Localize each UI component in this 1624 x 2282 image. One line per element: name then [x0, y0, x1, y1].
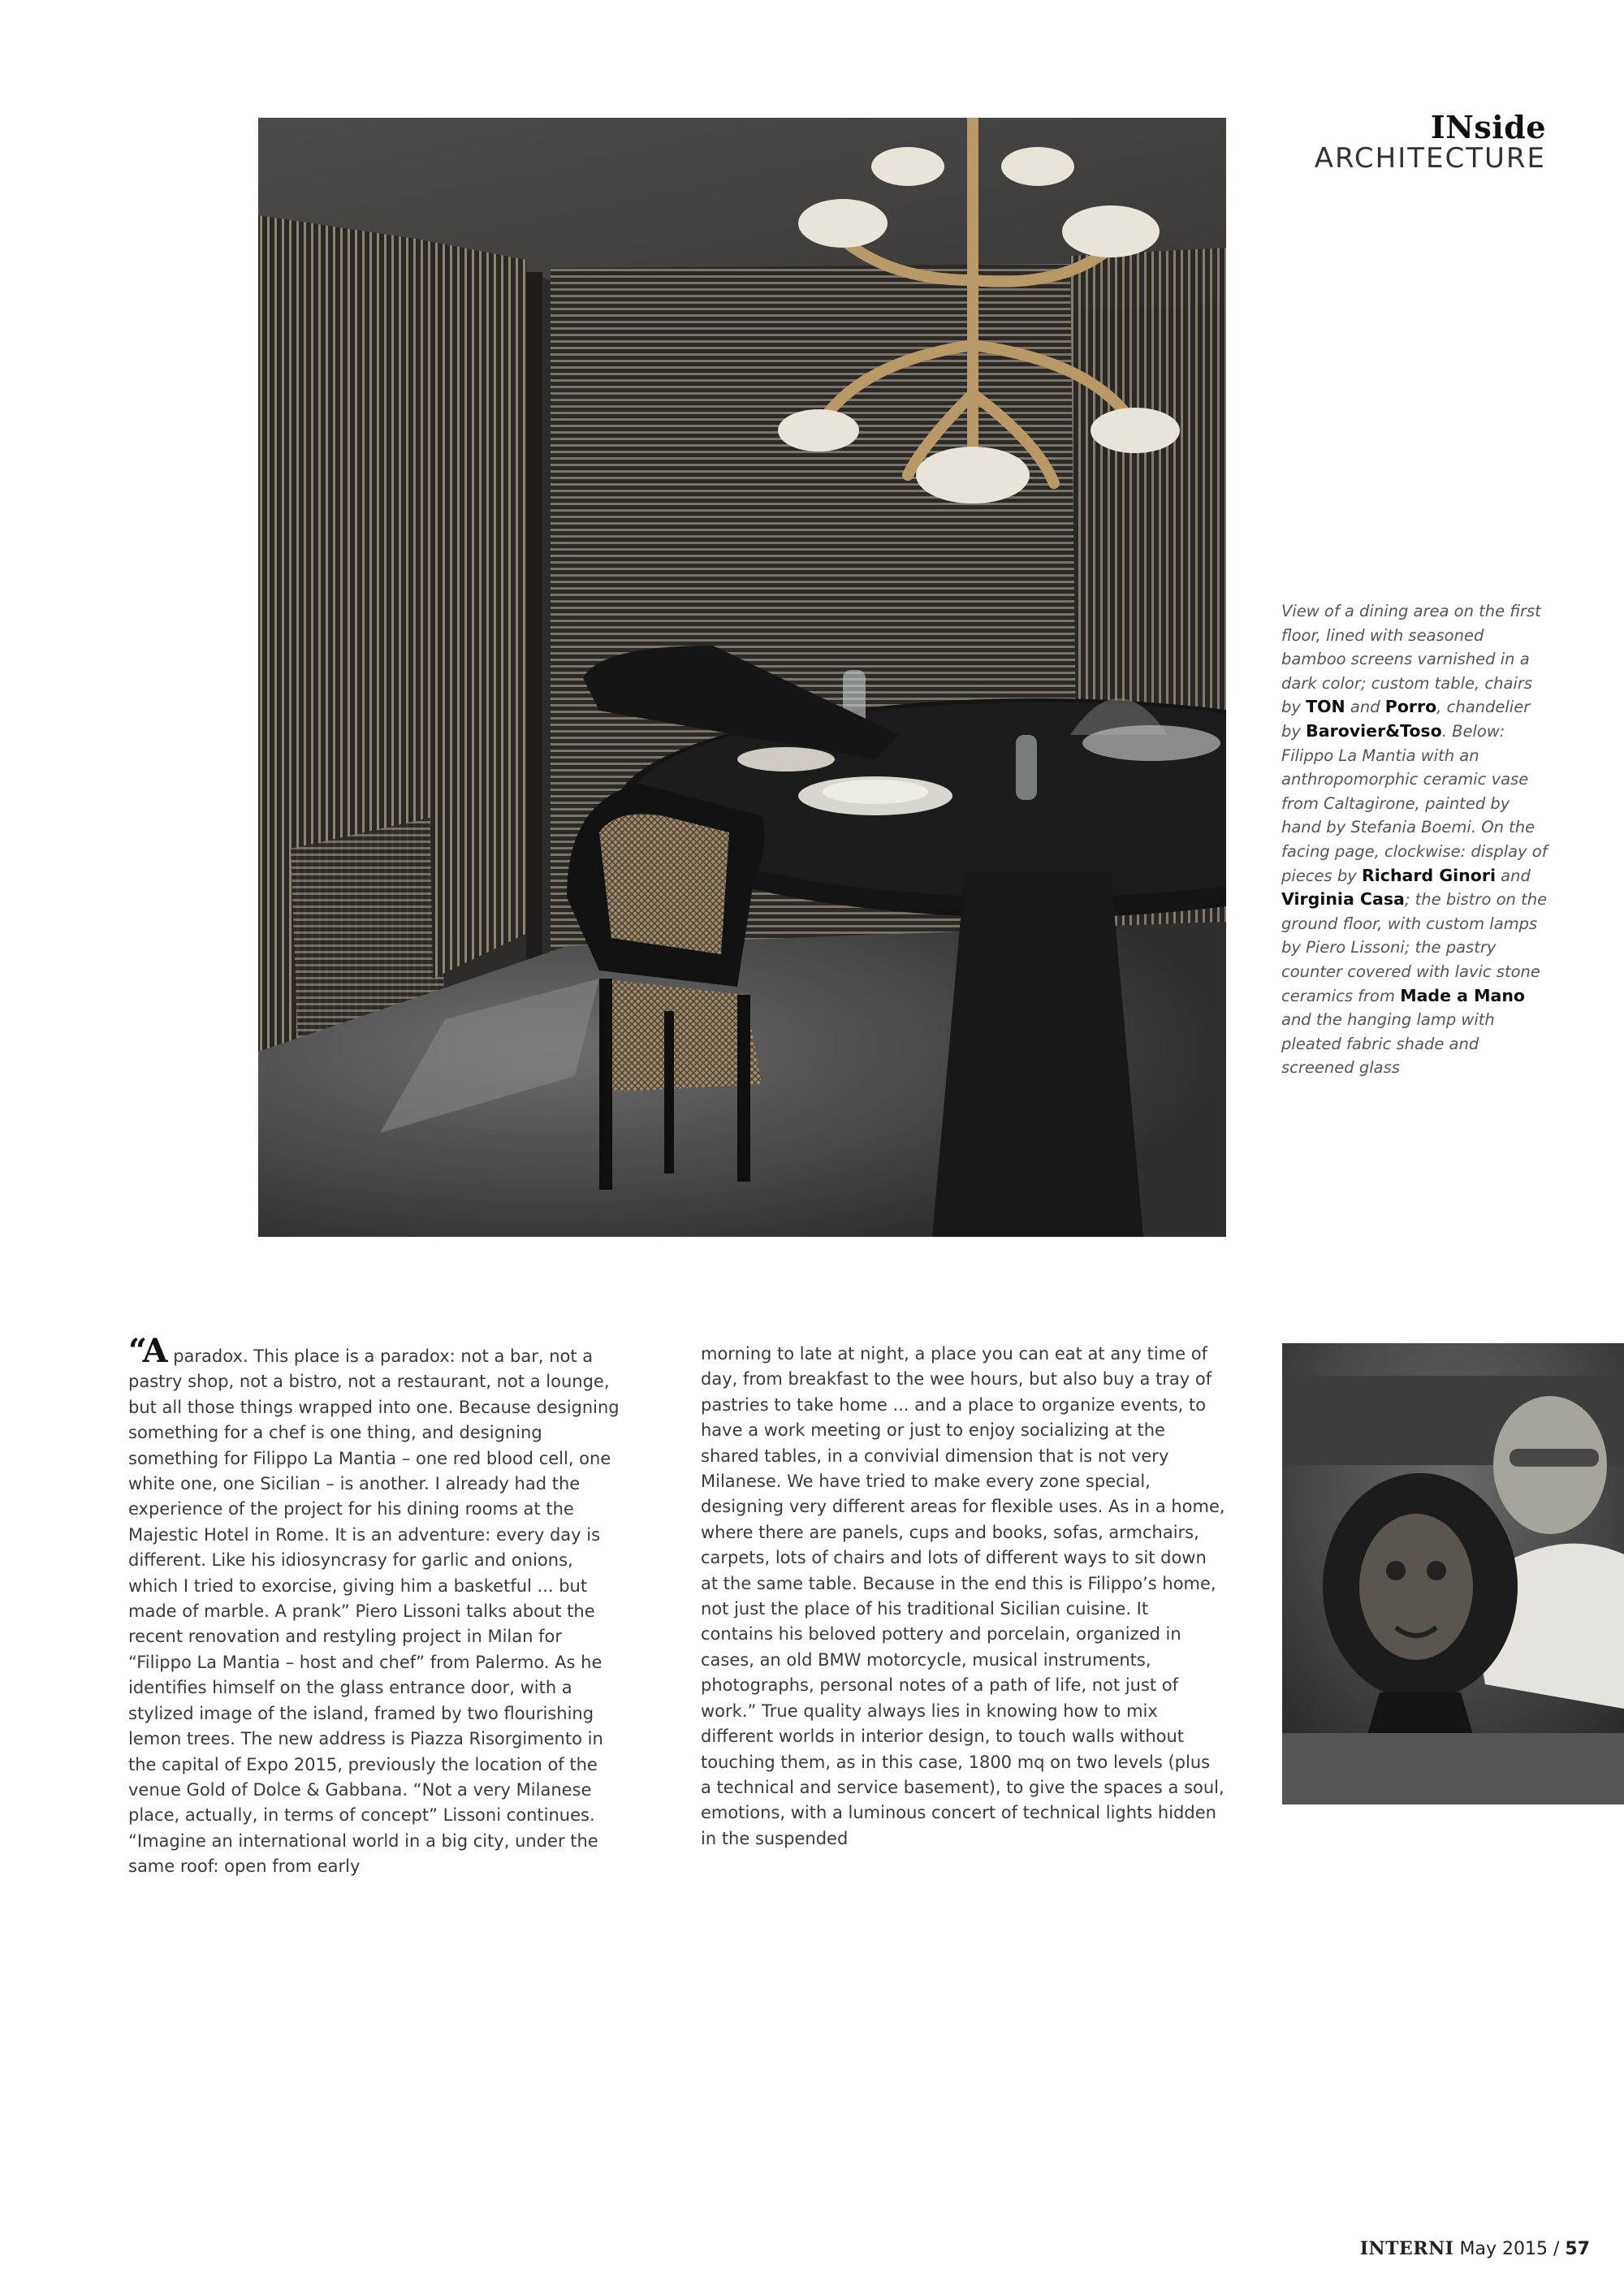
- article-paragraph: [128, 1332, 625, 1880]
- caption-brand: Virginia Casa: [1281, 889, 1405, 910]
- caption-text: and the hanging lamp with pleated fabric shade and screened glass: [1281, 1010, 1495, 1078]
- article-text: paradox. This place is a paradox: not a bar, not a pastry shop, not a bistro, not a restaurant, not a lounge, but all those things wrapped into one. Because designing something for a chef is one thing, and designing something for Filippo La Mantia – one red blood cell, one white one, one Sicilian – is another. I already had the experience of the project for his dining rooms at the Majestic Hotel in Rome. It is an adventure: every day is different. Like his idiosyncrasy for garlic and onions, which I tried to exorcise, giving him a basketful ... but made of marble. A prank” Piero Lissoni talks about the recent renovation and restyling project in Milan for “Filippo La Mantia – host and chef” from Palermo. As he identifies himself on the glass entrance door, with a stylized image of the island, framed by two flourishing lemon trees. The new address is Piazza Risorgimento in the capital of Expo 2015, previously the location of the venue Gold of Dolce & Gabbana. “Not a very Milanese place, actually, in terms of concept” Lissoni continues. “Imagine an international world in a big city, under the same roof: open from early: [128, 1346, 620, 1877]
- caption-text: and: [1495, 866, 1531, 885]
- caption-brand: TON: [1306, 697, 1345, 717]
- caption-brand: Made a Mano: [1400, 985, 1526, 1005]
- photo-caption: [1281, 599, 1549, 1080]
- footer-separator: /: [1553, 2239, 1560, 2259]
- main-photo: [258, 118, 1226, 1237]
- portrait-photo-illustration: [1282, 1343, 1624, 1804]
- caption-text: ; the bistro on the ground floor, with custom lamps by Piero Lissoni; the pastry counter covered with lavic stone ceramics from: [1281, 890, 1548, 1005]
- caption-text: , chandelier by: [1281, 698, 1531, 741]
- article-paragraph: morning to late at night, a place you can eat at any time of day, from breakfast to the wee hours, but also buy a tray of pastries to take home ... and a place to organize events, to have a work meeting or just to enjoy socializing at the shared tables, in a convivial dimension that is not very Milanese. We have tried to make every zone special, designing very different areas for flexible uses. As in a home, where there are panels, cups and books, sofas, armchairs, carpets, lots of chairs and lots of different ways to sit down at the same table. Because in the end this is Filippo’s home, not just the place of his traditional Sicilian cuisine. It contains his beloved pottery and porcelain, organized in cases, an old BMW motorcycle, musical instruments, photographs, personal notes of a path of life, not just of work.” True quality always lies in knowing how to mix different worlds in interior design, to touch walls without touching them, as in this case, 1800 mq on two levels (plus a technical and service basement), to give the spaces a soul, emotions, with a luminous concert of technical lights hidden in the suspended: [701, 1344, 1225, 1848]
- issue-date: May 2015: [1459, 2239, 1548, 2259]
- article-column-1: [128, 1332, 625, 1880]
- quote-mark: “: [128, 1332, 143, 1370]
- caption-brand: Richard Ginori: [1362, 865, 1496, 885]
- drop-cap: A: [142, 1332, 168, 1370]
- page-footer: [1360, 2238, 1590, 2259]
- magazine-name: INTERNI: [1359, 2238, 1454, 2259]
- caption-text: . Below: Filippo La Mantia with an anthropomorphic ceramic vase from Caltagirone, painted by hand by Stefania Boemi. On the facing page, clockwise: display of pieces by: [1281, 721, 1548, 885]
- caption-brand: Barovier&Toso: [1306, 720, 1442, 741]
- article-column-2: [701, 1342, 1225, 1852]
- caption-text: View of a dining area on the first floor, lined with seasoned bamboo screens varnished in a dark color; custom table, chairs by: [1281, 602, 1541, 717]
- section-subtitle: ARCHITECTURE: [1314, 142, 1546, 175]
- caption-brand: Porro: [1384, 697, 1437, 717]
- caption-text: and: [1345, 698, 1385, 717]
- page-number: 57: [1565, 2239, 1590, 2259]
- section-title: INside: [1430, 109, 1546, 145]
- section-header: [1314, 109, 1546, 175]
- main-photo-illustration: [258, 118, 1226, 1237]
- portrait-photo: [1282, 1343, 1624, 1804]
